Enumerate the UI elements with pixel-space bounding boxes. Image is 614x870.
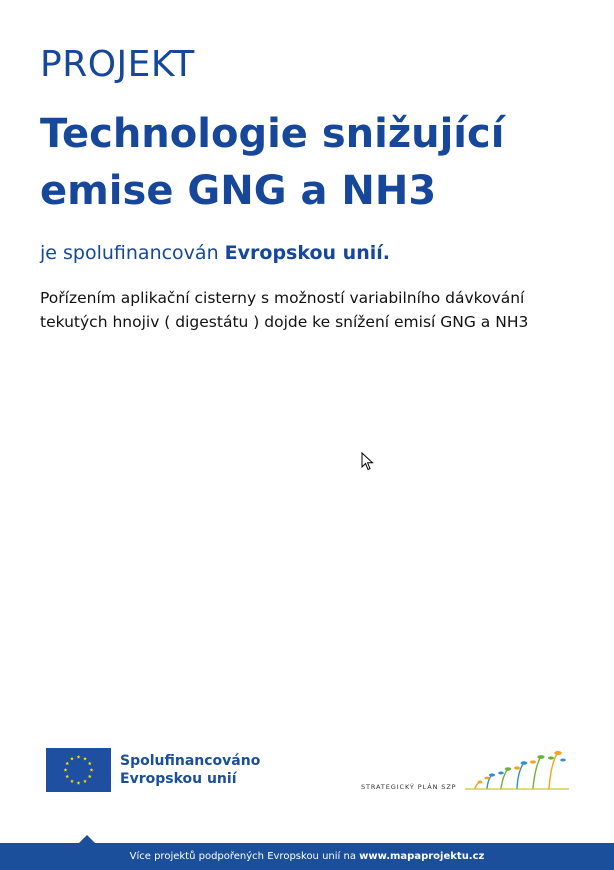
project-title-line-2: emise GNG a NH3 (40, 168, 437, 214)
project-title (40, 106, 600, 220)
description-line-2: tekutých hnojiv ( digestátu ) dojde ke snížení emisí GNG a NH3 (40, 313, 529, 331)
szp-label: STRATEGICKÝ PLÁN SZP (361, 783, 457, 791)
footer-bar (0, 843, 614, 870)
project-description (40, 286, 600, 334)
project-kicker: PROJEKT (40, 44, 195, 85)
szp-logo (361, 748, 571, 794)
sprouting-plants-icon (465, 748, 571, 794)
eu-logo-text (120, 752, 260, 788)
eu-logo-line-1: Spolufinancováno (120, 753, 261, 769)
footer-link[interactable]: www.mapaprojektu.cz (359, 851, 485, 862)
mouse-pointer-icon (361, 452, 375, 472)
footer-text: Více projektů podpořených Evropskou unií na (129, 851, 360, 862)
description-line-1: Pořízením aplikační cisterny s možností variabilního dávkování (40, 289, 525, 307)
eu-cofunded-logo (46, 748, 260, 792)
cofinancing-emphasis: Evropskou unií. (224, 242, 390, 264)
cofinancing-statement (40, 242, 390, 264)
eu-logo-line-2: Evropskou unií (120, 771, 237, 787)
cofinancing-prefix: je spolufinancován (40, 242, 225, 264)
project-title-line-1: Technologie snižující (40, 111, 505, 157)
eu-flag-icon (46, 748, 111, 792)
